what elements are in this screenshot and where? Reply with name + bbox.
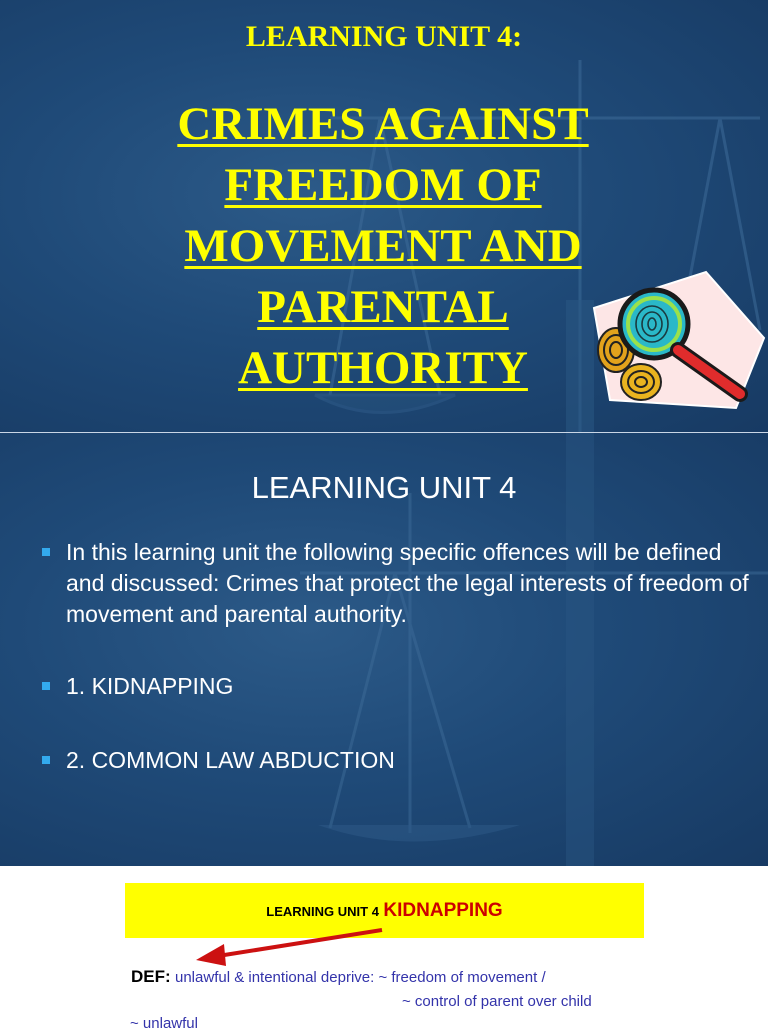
definition-line-2: ~ control of parent over child <box>402 993 592 1010</box>
arrow-icon <box>190 920 390 970</box>
list-item <box>42 745 395 776</box>
bullet-square-icon <box>42 682 50 690</box>
banner-topic: KIDNAPPING <box>383 900 503 921</box>
bullet-text: 2. COMMON LAW ABDUCTION <box>66 747 395 773</box>
unit-subtitle: LEARNING UNIT 4: <box>245 20 523 53</box>
definition-line-1: unlawful & intentional deprive: ~ freedom of movement / <box>175 969 546 986</box>
definition-line-3: ~ unlawful <box>130 1015 198 1032</box>
slide-title <box>100 94 666 399</box>
title-slide <box>0 0 768 432</box>
bullet-text: In this learning unit the following specific offences will be defined and discussed: Crimes that protect the legal interests of freedom of movement and parental authority. <box>66 539 749 627</box>
title-line-4: PARENTAL <box>257 281 509 333</box>
list-item <box>42 537 756 630</box>
bullet-square-icon <box>42 756 50 764</box>
fingerprint-magnifier-icon <box>586 268 768 412</box>
slide-heading: LEARNING UNIT 4 <box>251 470 517 505</box>
bullet-text: 1. KIDNAPPING <box>66 673 234 699</box>
list-item <box>42 671 233 702</box>
title-line-5: AUTHORITY <box>238 342 528 394</box>
definition-label: DEF: <box>131 967 171 986</box>
bullet-square-icon <box>42 548 50 556</box>
title-line-2: FREEDOM OF <box>224 159 542 211</box>
banner-unit-label: LEARNING UNIT 4 <box>266 904 379 919</box>
title-line-1: CRIMES AGAINST <box>177 98 589 150</box>
title-line-3: MOVEMENT AND <box>184 220 582 272</box>
